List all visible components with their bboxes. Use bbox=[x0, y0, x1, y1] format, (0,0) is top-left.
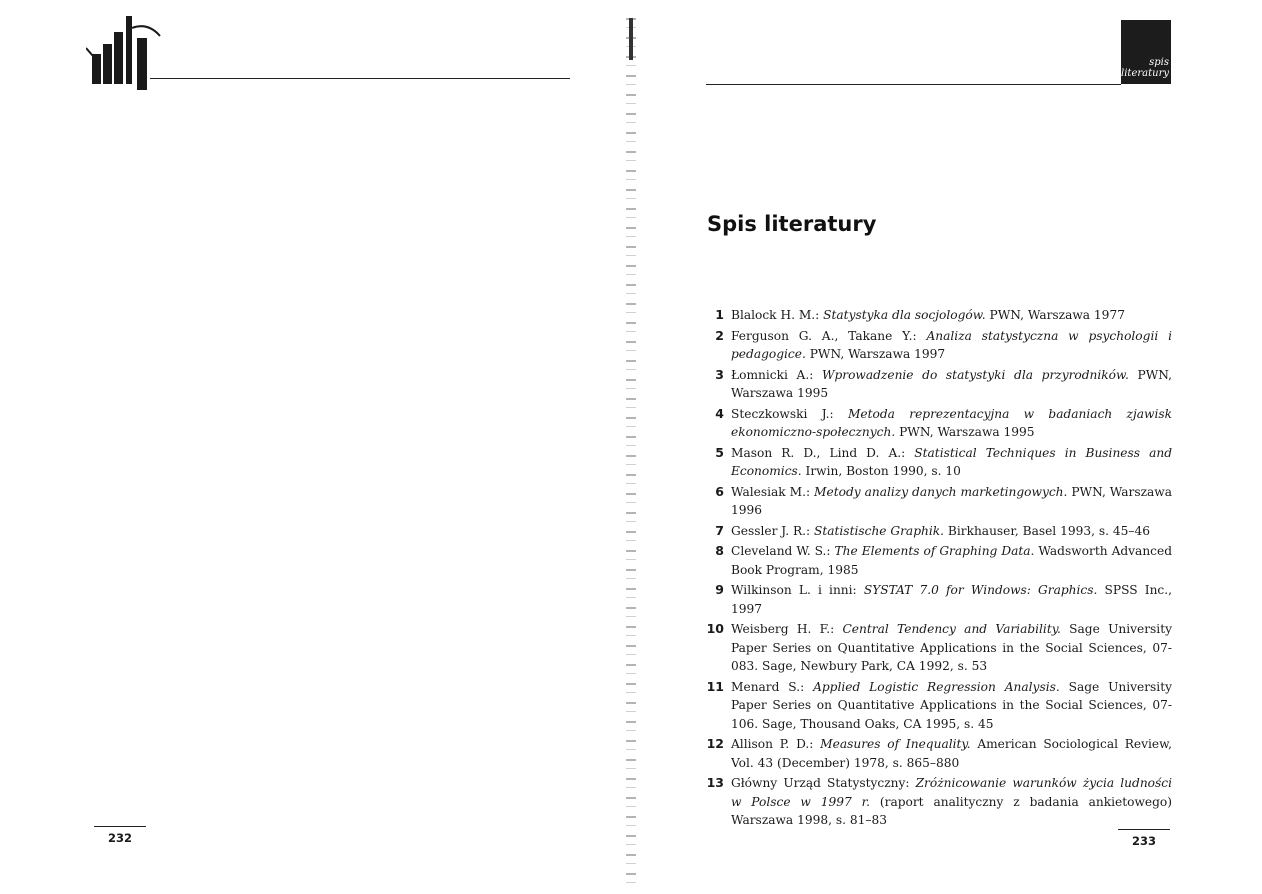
section-tab bbox=[1121, 20, 1171, 84]
reference-number: 13 bbox=[706, 775, 724, 790]
reference-number: 8 bbox=[715, 543, 724, 558]
reference-title: Applied Logistic Regression Analysis. bbox=[813, 679, 1060, 694]
reference-publication: PWN, Warszawa 1997 bbox=[805, 347, 946, 361]
reference-title: Measures of Inequality. bbox=[820, 737, 971, 751]
reference-item bbox=[702, 306, 1172, 325]
right-page bbox=[632, 0, 1262, 894]
reference-authors: Ferguson G. A., Takane Y.: bbox=[731, 328, 927, 343]
section-tab-line: literatury bbox=[1121, 68, 1169, 79]
reference-publication: PWN, Warszawa 1977 bbox=[985, 308, 1125, 322]
reference-publication: PWN, Warszawa 1995 bbox=[731, 367, 1173, 400]
reference-item bbox=[702, 678, 1172, 734]
bar-chart-logo-icon bbox=[86, 14, 166, 94]
reference-publication: Birkhauser, Basel 1993, s. 45–46 bbox=[944, 523, 1150, 538]
reference-number: 6 bbox=[715, 483, 724, 499]
reference-item bbox=[702, 327, 1172, 364]
reference-title: Zróżnicowanie warunków życia ludności w Polsce w 1997 r. bbox=[731, 776, 1172, 809]
reference-publication: American Sociological Review, Vol. 43 (December) 1978, s. 865–880 bbox=[731, 737, 1173, 770]
reference-authors: Główny Urząd Statystyczny: bbox=[731, 776, 916, 790]
reference-authors: Menard S.: bbox=[731, 679, 814, 694]
reference-item bbox=[702, 405, 1172, 442]
reference-authors: Mason R. D., Lind D. A.: bbox=[731, 445, 915, 460]
reference-title: Statystyka dla socjologów. bbox=[823, 308, 986, 322]
reference-number: 2 bbox=[715, 327, 724, 343]
reference-number: 7 bbox=[715, 522, 724, 538]
reference-publication: PWN, Warszawa 1996 bbox=[731, 484, 1172, 517]
reference-item bbox=[702, 735, 1172, 772]
reference-item bbox=[702, 774, 1172, 830]
reference-item bbox=[702, 483, 1172, 520]
reference-title: Analiza statystyczna w psychologii i pedagogice. bbox=[731, 328, 1172, 361]
reference-number: 3 bbox=[715, 366, 724, 382]
reference-authors: Blalock H. M.: bbox=[731, 308, 824, 322]
reference-item bbox=[702, 542, 1172, 579]
reference-item bbox=[702, 444, 1172, 481]
reference-item bbox=[702, 522, 1172, 541]
reference-number: 10 bbox=[706, 621, 724, 636]
reference-number: 11 bbox=[706, 678, 724, 694]
reference-number: 1 bbox=[715, 307, 724, 322]
reference-number: 5 bbox=[715, 444, 724, 460]
reference-title: SYSTAT 7.0 for Windows: Graphics. bbox=[863, 583, 1098, 597]
left-page bbox=[0, 0, 630, 894]
reference-authors: Weisberg H. F.: bbox=[731, 622, 843, 636]
reference-title: Metody analizy danych marketingowych. bbox=[814, 484, 1068, 499]
reference-title: Statistical Techniques in Business and Economics. bbox=[731, 445, 1172, 478]
reference-title: Wprowadzenie do statystyki dla przyrodników. bbox=[821, 367, 1129, 382]
reference-list bbox=[702, 306, 1172, 832]
header-rule bbox=[706, 84, 1121, 85]
reference-authors: Gessler J. R.: bbox=[731, 523, 814, 538]
reference-title: Statistische Graphik. bbox=[814, 523, 945, 538]
reference-publication: Wadsworth Advanced Book Program, 1985 bbox=[731, 544, 1173, 577]
page-number: 233 bbox=[1118, 829, 1170, 848]
reference-number: 9 bbox=[715, 582, 724, 597]
reference-publication: Sage University Paper Series on Quantitative Applications in the Social Sciences, 07-106. Sage, Thousand Oaks, CA 1995, s. 45 bbox=[731, 679, 1172, 731]
header-rule bbox=[150, 78, 570, 79]
reference-publication: (raport analityczny z badania ankietowego) Warszawa 1998, s. 81–83 bbox=[731, 794, 1172, 827]
reference-authors: Allison P. D.: bbox=[731, 737, 821, 751]
page-number: 232 bbox=[94, 826, 146, 845]
reference-item bbox=[702, 366, 1172, 403]
reference-title: Metoda reprezentacyjna w badaniach zjawisk ekonomiczno-społecznych. bbox=[731, 406, 1172, 439]
reference-authors: Cleveland W. S.: bbox=[731, 544, 835, 558]
reference-publication: Sage University Paper Series on Quantitative Applications in the Social Sciences, 07-083. Sage, Newbury Park, CA 1992, s. 53 bbox=[731, 622, 1172, 673]
reference-item bbox=[702, 620, 1172, 676]
reference-publication: Irwin, Boston 1990, s. 10 bbox=[801, 464, 961, 478]
chapter-title: Spis literatury bbox=[707, 212, 877, 236]
reference-title: Central Tendency and Variability. bbox=[842, 622, 1061, 636]
reference-authors: Steczkowski J.: bbox=[731, 406, 848, 421]
reference-title: The Elements of Graphing Data. bbox=[834, 544, 1035, 558]
reference-authors: Łomnicki A.: bbox=[731, 367, 822, 382]
reference-number: 12 bbox=[706, 736, 724, 751]
section-tab-line: spis bbox=[1149, 57, 1169, 68]
reference-number: 4 bbox=[715, 405, 724, 421]
reference-publication: SPSS Inc., 1997 bbox=[731, 583, 1172, 616]
reference-item bbox=[702, 581, 1172, 618]
reference-publication: PWN, Warszawa 1995 bbox=[895, 425, 1035, 439]
reference-authors: Wilkinson L. i inni: bbox=[731, 583, 864, 597]
reference-authors: Walesiak M.: bbox=[731, 484, 815, 499]
